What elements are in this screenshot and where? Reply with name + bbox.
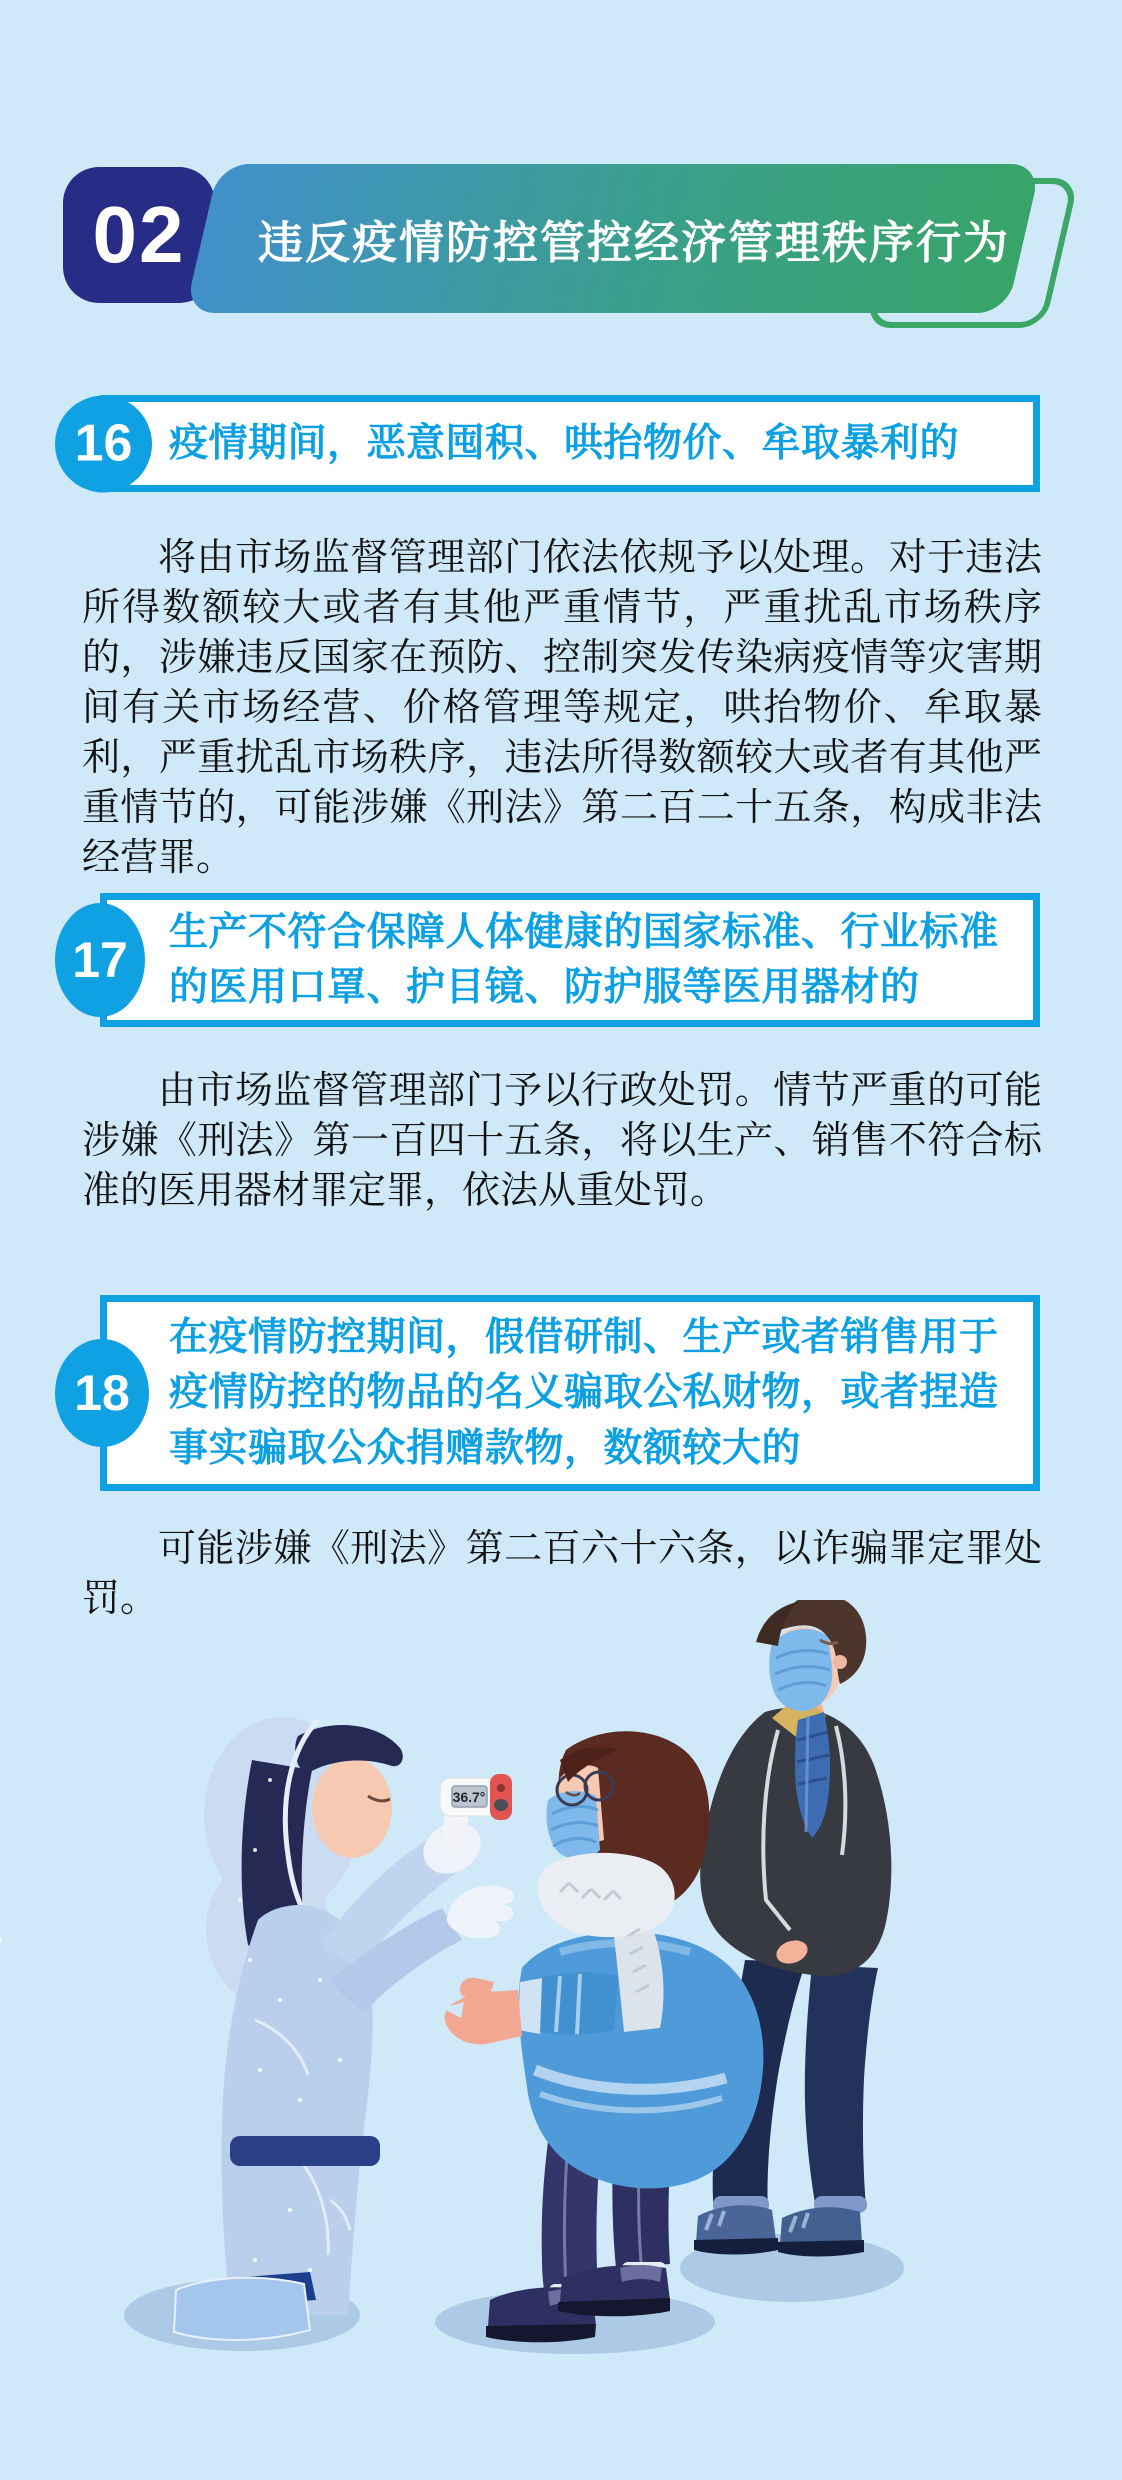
rule-heading: 在疫情防控期间，假借研制、生产或者销售用于疫情防控的物品的名义骗取公私财物，或者捏造事实骗取公众捐赠款物，数额较大的 <box>169 1315 999 1470</box>
rule-heading: 生产不符合保障人体健康的国家标准、行业标准的医用口罩、护目镜、防护服等医用器材的 <box>169 910 999 1009</box>
rule-heading-box <box>74 395 1040 492</box>
rule-number-badge <box>55 1339 149 1447</box>
health-worker-figure <box>0 1717 514 2340</box>
rule-body: 可能涉嫌《刑法》第二百六十六条，以诈骗罪定罪处罚。 <box>82 1528 1042 1620</box>
rule-number-badge <box>55 903 145 1017</box>
rule-body: 由市场监督管理部门予以行政处罚。情节严重的可能涉嫌《刑法》第一百四十五条，将以生产、销售不符合标准的医用器材罪定罪，依法从重处罚。 <box>82 1070 1042 1212</box>
rule-number: 17 <box>72 932 128 988</box>
rule-heading-box <box>74 1295 1040 1491</box>
section-number: 02 <box>92 190 186 279</box>
rule-number: 16 <box>74 414 133 473</box>
temperature-check-illustration <box>0 1600 1122 2480</box>
rule-body: 将由市场监督管理部门依法依规予以处理。对于违法所得数额较大或者有其他严重情节，严重扰乱市场秩序的，涉嫌违反国家在预防、控制突发传染病疫情等灾害期间有关市场经营、价格管理等规定，哄抬物价、牟取暴利，严重扰乱市场秩序，违法所得数额较大或者有其他严重情节的，可能涉嫌《刑法》第二百二十五条，构成非法经营罪。 <box>82 537 1042 879</box>
page-title: 违反疫情防控管控经济管理秩序行为 <box>258 217 1011 268</box>
rule-heading-box <box>72 893 1040 1027</box>
thermometer-display: 36.7° <box>452 1789 486 1805</box>
rule-number: 18 <box>74 1365 130 1421</box>
rule-number-badge <box>55 395 152 492</box>
rule-heading: 疫情期间，恶意囤积、哄抬物价、牟取暴利的 <box>169 421 960 465</box>
